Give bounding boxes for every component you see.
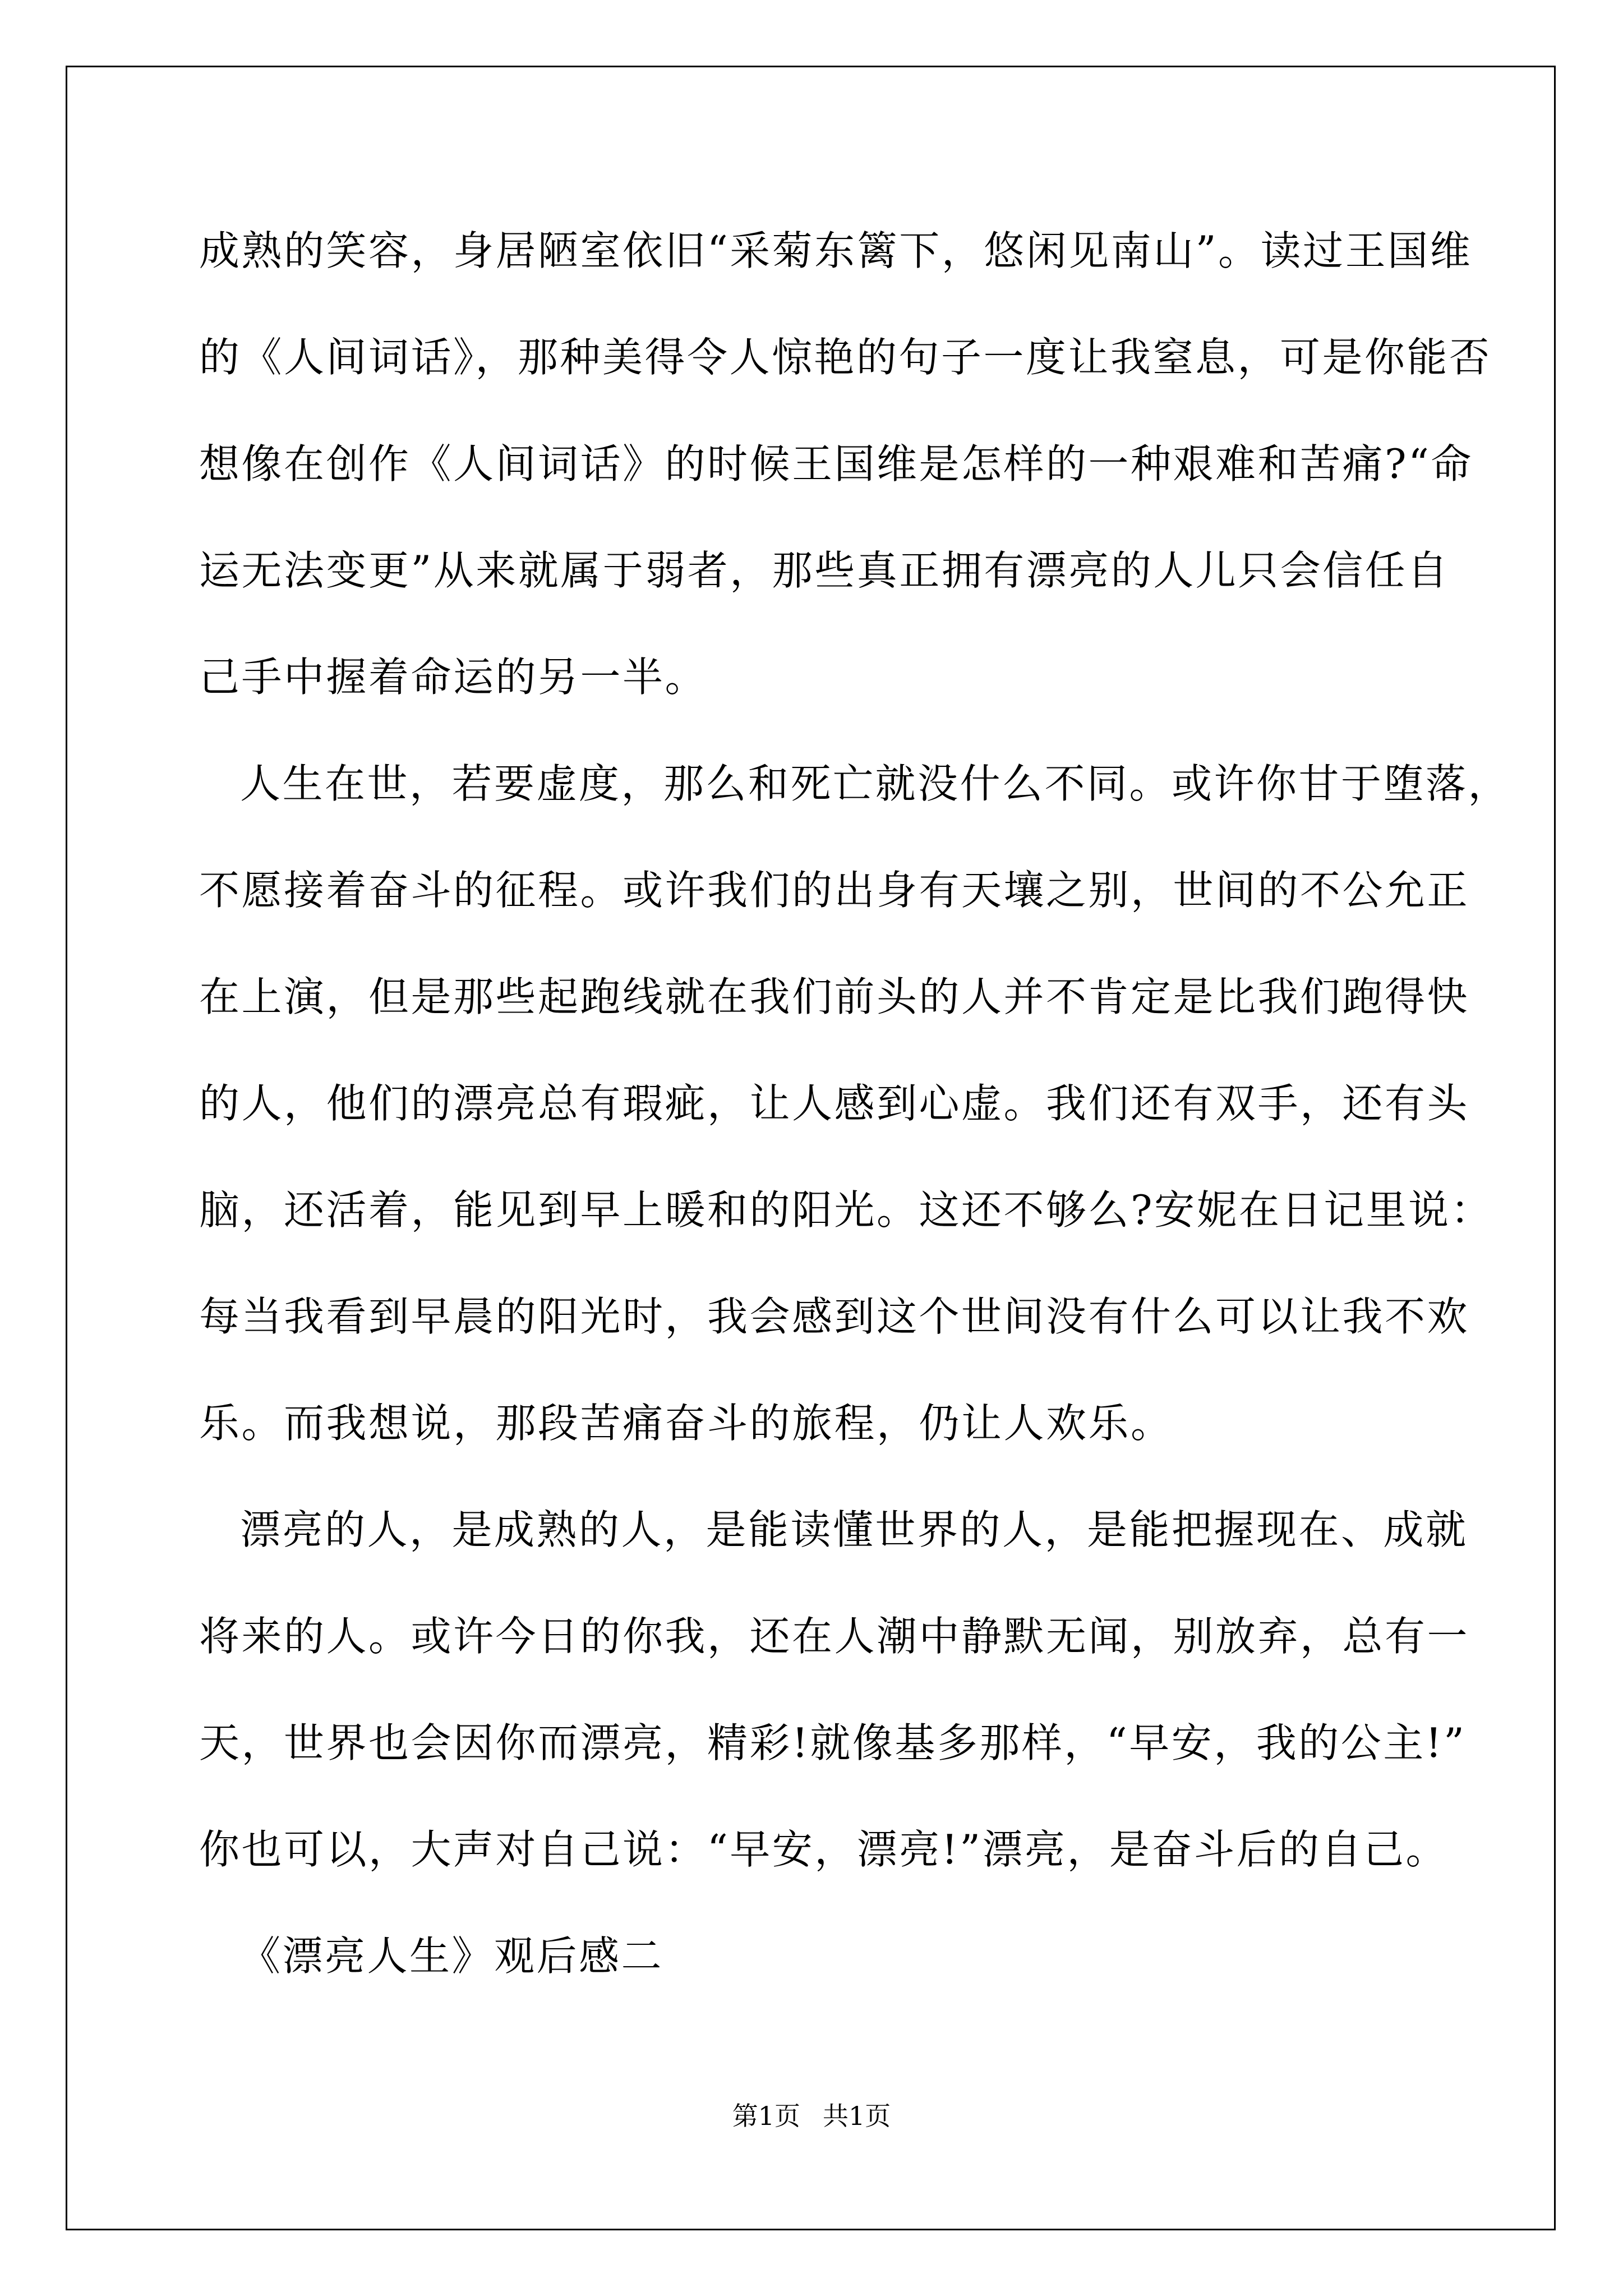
paragraph-line: 的《人间词话》，那种美得令人惊艳的句子一度让我窒息，可是你能否 (199, 334, 1492, 381)
section-heading: 《漂亮人生》观后感二 (240, 1932, 664, 1980)
paragraph-line: 人生在世，若要虚度，那么和死亡就没什么不同。或许你甘于堕落， (240, 760, 1511, 807)
page-number: 第1页 (732, 2101, 800, 2131)
paragraph-line: 漂亮的人，是成熟的人，是能读懂世界的人，是能把握现在、成就 (240, 1506, 1468, 1553)
paragraph-line: 不愿接着奋斗的征程。或许我们的出身有天壤之别，世间的不公允正 (199, 867, 1470, 914)
paragraph-line: 每当我看到早晨的阳光时，我会感到这个世间没有什么可以让我不欢 (199, 1293, 1470, 1340)
paragraph-line: 将来的人。或许今日的你我，还在人潮中静默无闻，别放弃，总有一 (199, 1613, 1470, 1660)
paragraph-line: 想像在创作《人间词话》的时候王国维是怎样的一种艰难和苦痛?“命 (199, 440, 1473, 487)
paragraph-line: 己手中握着命运的另一半。 (199, 654, 708, 701)
paragraph-line: 成熟的笑容，身居陋室依旧“采菊东篱下，悠闲见南山”。读过王国维 (199, 227, 1473, 274)
paragraph-line: 脑，还活着，能见到早上暖和的阳光。这还不够么?安妮在日记里说： (199, 1186, 1493, 1234)
paragraph-line: 的人，他们的漂亮总有瑕疵，让人感到心虚。我们还有双手，还有头 (199, 1080, 1470, 1127)
paragraph-line: 天，世界也会因你而漂亮，精彩!就像基多那样，“早安，我的公主!” (199, 1719, 1467, 1766)
paragraph-line: 在上演，但是那些起跑线就在我们前头的人并不肯定是比我们跑得快 (199, 973, 1470, 1020)
page-total: 共1页 (823, 2101, 891, 2131)
paragraph-line: 运无法变更”从来就属于弱者，那些真正拥有漂亮的人儿只会信任自 (199, 547, 1450, 594)
paragraph-line: 你也可以，大声对自己说：“早安，漂亮!”漂亮，是奋斗后的自己。 (199, 1826, 1449, 1873)
page-border (66, 66, 1556, 2230)
paragraph-line: 乐。而我想说，那段苦痛奋斗的旅程，仍让人欢乐。 (199, 1400, 1173, 1447)
page-footer (0, 2099, 1623, 2133)
